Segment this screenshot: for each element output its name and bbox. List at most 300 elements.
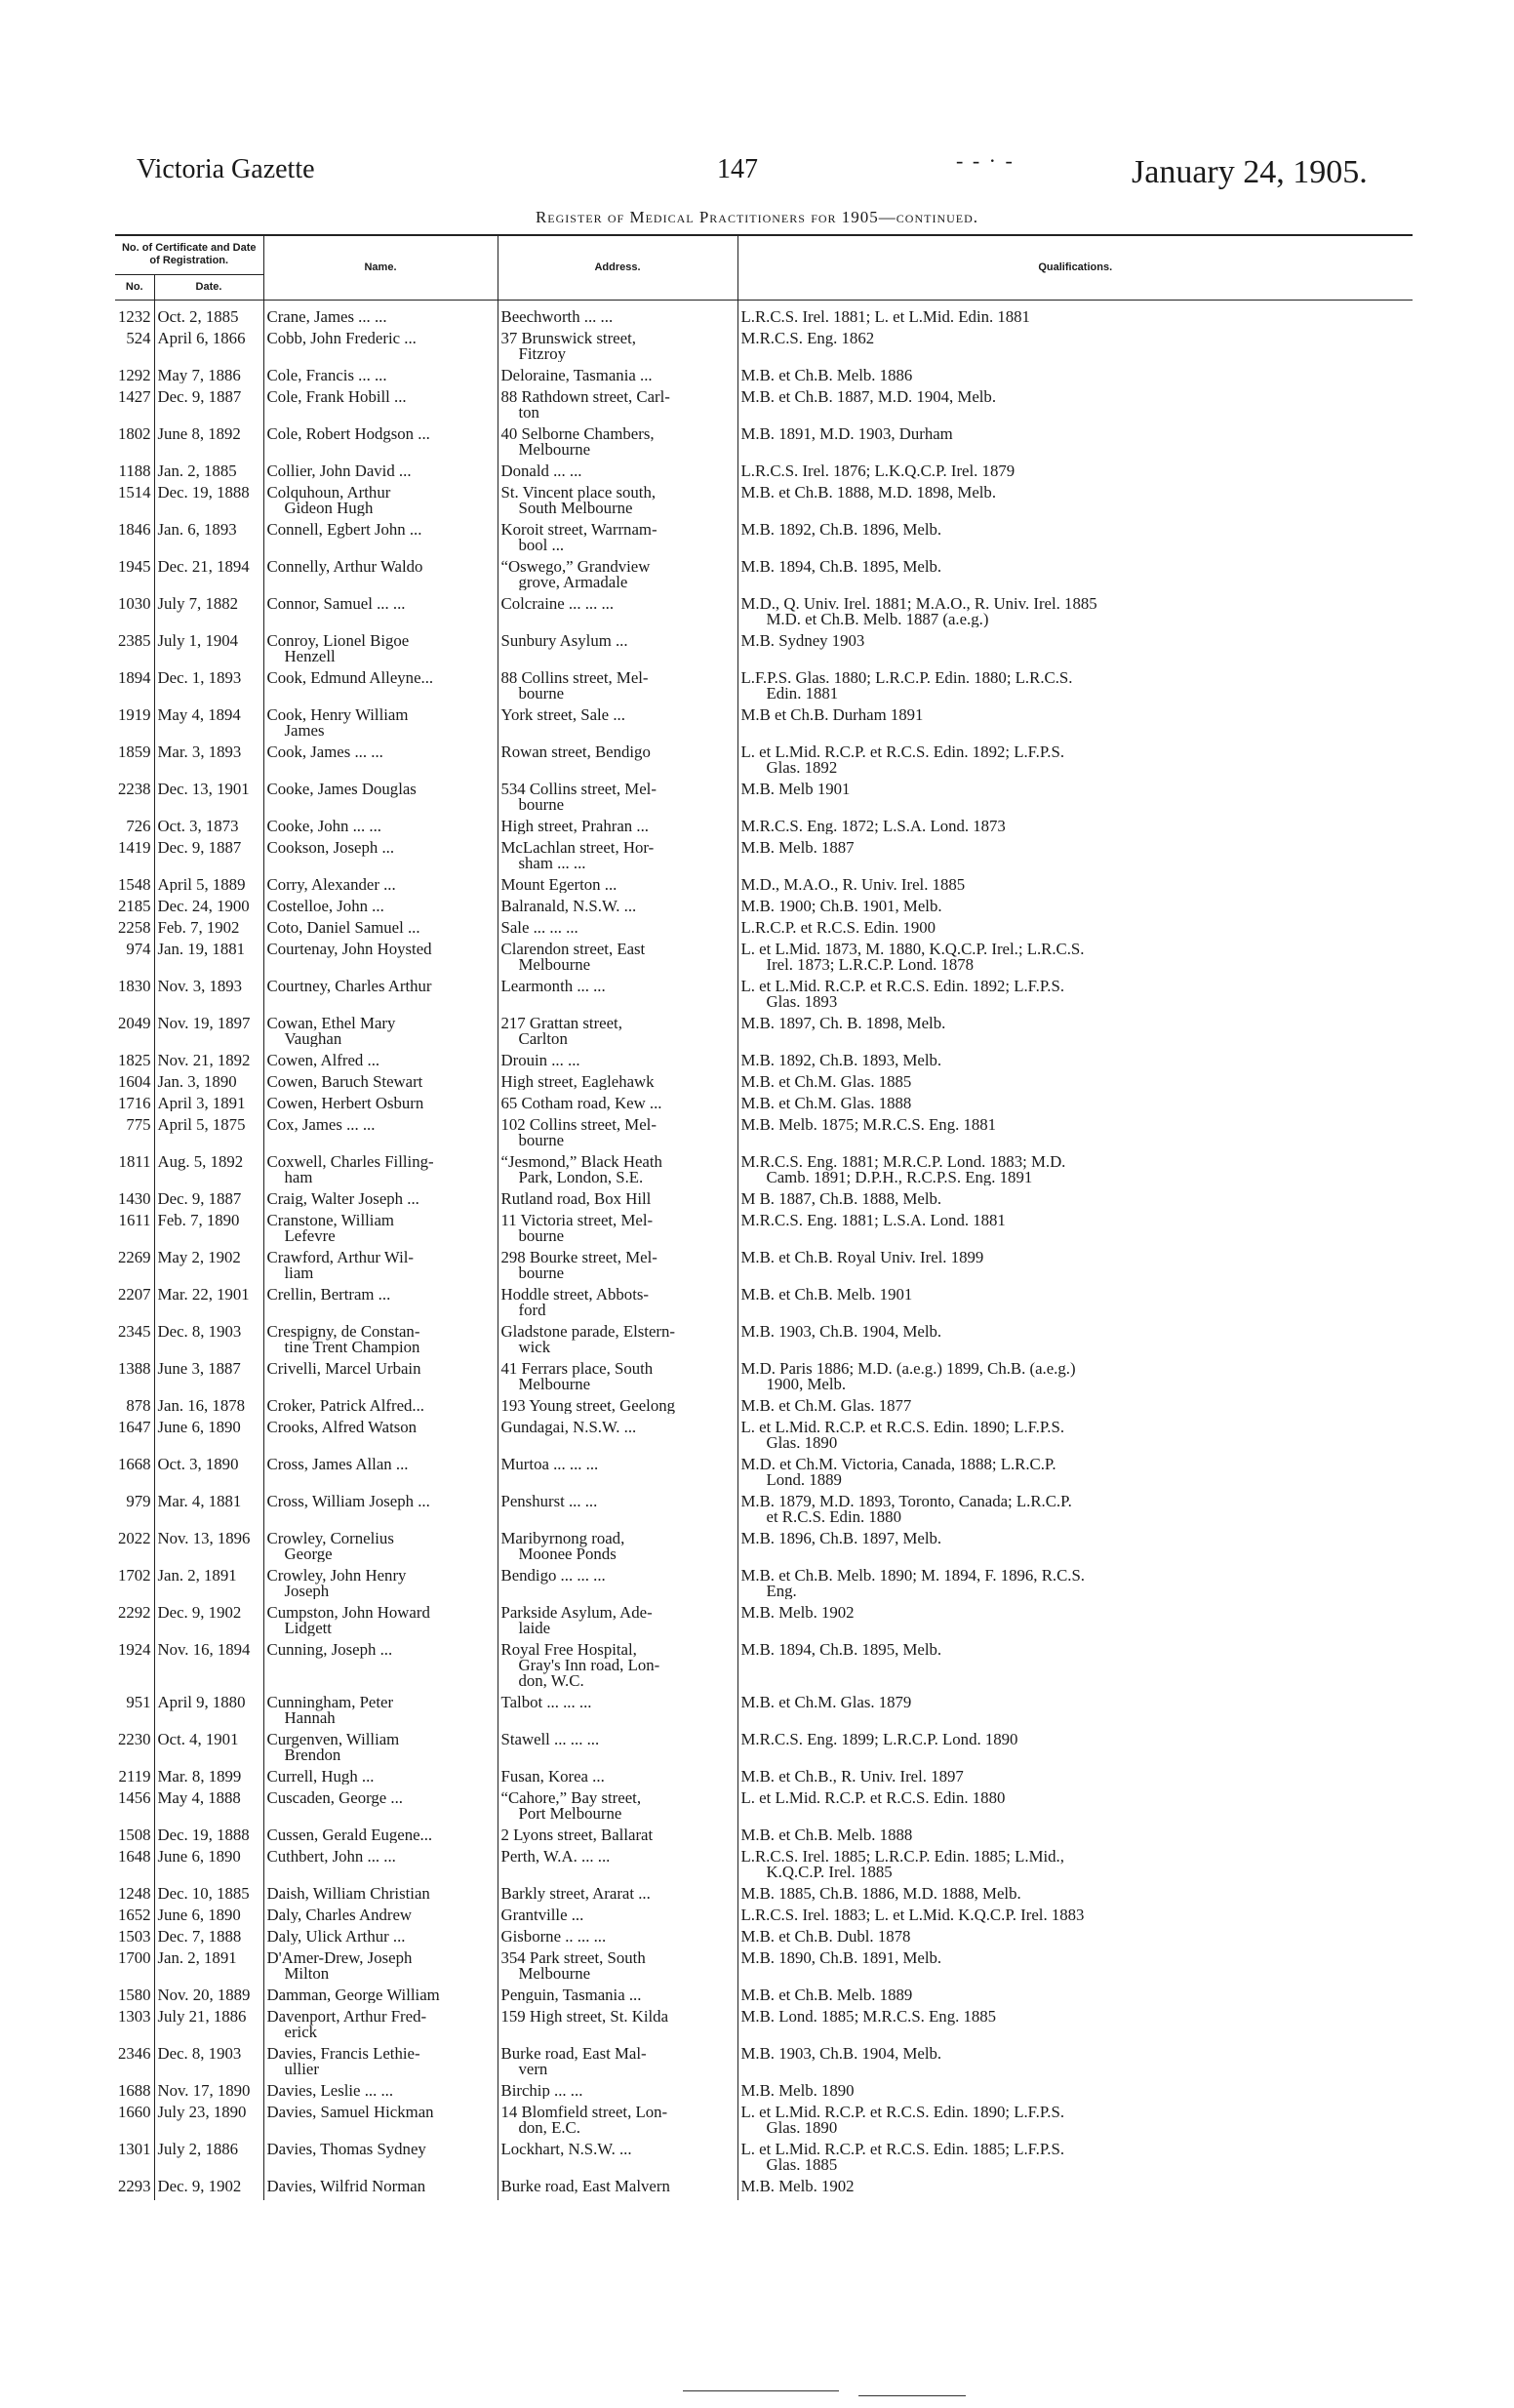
qualifications-line: M.R.C.S. Eng. 1881; L.S.A. Lond. 1881 xyxy=(740,1213,1006,1229)
practitioner-address-line: bourne xyxy=(518,1131,565,1148)
qualifications-line: L.R.C.S. Irel. 1881; L. et L.Mid. Edin. 1881 xyxy=(740,309,1030,325)
practitioner-name-line: erick xyxy=(284,2023,318,2040)
practitioner-address xyxy=(498,1929,737,1945)
certificate-number: 2238 xyxy=(115,782,154,813)
table-row xyxy=(115,1154,1413,1185)
certificate-number: 2346 xyxy=(115,2046,154,2077)
certificate-number: 1419 xyxy=(115,840,154,871)
practitioner-address-line: Carlton xyxy=(518,1029,568,1047)
practitioner-address xyxy=(498,1568,737,1599)
table-row xyxy=(115,1398,1413,1414)
certificate-number: 2185 xyxy=(115,899,154,914)
practitioner-name xyxy=(263,596,498,627)
qualifications-line: L.R.C.S. Irel. 1885; L.R.C.P. Edin. 1885; L.Mid., xyxy=(740,1849,1064,1866)
practitioner-name-line: Daly, Charles Andrew xyxy=(266,1907,413,1923)
practitioner-address-line: Park, London, S.E. xyxy=(518,1168,644,1185)
registration-date: June 6, 1890 xyxy=(154,1849,263,1880)
qualifications xyxy=(737,1016,1413,1047)
certificate-number: 1456 xyxy=(115,1790,154,1822)
practitioner-name xyxy=(263,1154,498,1185)
certificate-number: 1716 xyxy=(115,1096,154,1111)
practitioner-address xyxy=(498,1732,737,1763)
table-row xyxy=(115,389,1413,421)
practitioner-address-line: Drouin ... ... xyxy=(500,1053,580,1068)
table-spacer xyxy=(115,300,1413,309)
table-row xyxy=(115,920,1413,936)
practitioner-address-line: Melbourne xyxy=(518,1375,591,1392)
qualifications xyxy=(737,596,1413,627)
practitioner-address xyxy=(498,331,737,362)
qualifications xyxy=(737,1907,1413,1923)
practitioner-address-line: 159 High street, St. Kilda xyxy=(500,2009,669,2026)
qualifications xyxy=(737,389,1413,421)
qualifications-line: M.B. 1891, M.D. 1903, Durham xyxy=(740,426,953,443)
practitioner-name xyxy=(263,1950,498,1982)
practitioner-name-line: Connelly, Arthur Waldo xyxy=(266,559,423,576)
practitioner-address-line: grove, Armadale xyxy=(518,573,628,590)
practitioner-address-line: Perth, W.A. ... ... xyxy=(500,1849,611,1866)
qualifications-line: M.B. et Ch.B. Melb. 1890; M. 1894, F. 1896, R.C.S. xyxy=(740,1568,1086,1585)
header-mark: - - · - xyxy=(956,148,1015,173)
practitioner-address xyxy=(498,707,737,739)
practitioner-name-line: Gideon Hugh xyxy=(284,499,374,516)
qualifications-line: M.B. et Ch.B. Dubl. 1878 xyxy=(740,1929,911,1945)
name-header: Name. xyxy=(263,235,498,300)
qualifications-line: M.B. 1897, Ch. B. 1898, Melb. xyxy=(740,1016,946,1032)
qualifications-line: Camb. 1891; D.P.H., R.C.P.S. Eng. 1891 xyxy=(766,1168,1033,1185)
certificate-number: 1514 xyxy=(115,485,154,516)
qualifications-line: M.B. Sydney 1903 xyxy=(740,633,865,650)
qualifications-line: L.R.C.S. Irel. 1883; L. et L.Mid. K.Q.C.P. Irel. 1883 xyxy=(740,1907,1085,1923)
practitioner-address xyxy=(498,389,737,421)
registration-date: April 5, 1889 xyxy=(154,877,263,893)
practitioner-address-line: Burke road, East Malvern xyxy=(500,2179,670,2194)
qualifications xyxy=(737,309,1413,325)
certificate-number: 1846 xyxy=(115,522,154,553)
practitioner-name xyxy=(263,1531,498,1562)
qualifications xyxy=(737,331,1413,362)
practitioner-name xyxy=(263,707,498,739)
certificate-number: 1648 xyxy=(115,1849,154,1880)
table-row xyxy=(115,979,1413,1010)
table-row xyxy=(115,1849,1413,1880)
qualifications-line: M.B. et Ch.B. Royal Univ. Irel. 1899 xyxy=(740,1250,984,1266)
practitioner-address-line: Grantville ... xyxy=(500,1907,584,1923)
practitioner-address xyxy=(498,2179,737,2194)
practitioner-name-line: James xyxy=(284,721,325,739)
practitioner-name xyxy=(263,2142,498,2173)
practitioner-address xyxy=(498,819,737,834)
practitioner-name xyxy=(263,1096,498,1111)
practitioner-address-line: South Melbourne xyxy=(518,499,633,516)
registration-date: Jan. 3, 1890 xyxy=(154,1074,263,1090)
practitioner-address xyxy=(498,1642,737,1689)
practitioner-address-line: Gray's Inn road, Lon- xyxy=(518,1656,660,1674)
practitioner-address-line: Lockhart, N.S.W. ... xyxy=(500,2142,632,2158)
practitioner-address-line: Gladstone parade, Elstern- xyxy=(500,1324,675,1341)
practitioner-address xyxy=(498,1769,737,1785)
certificate-number: 2269 xyxy=(115,1250,154,1281)
practitioner-address-line: bool ... xyxy=(518,536,565,553)
qualifications xyxy=(737,1987,1413,2003)
practitioner-name xyxy=(263,1907,498,1923)
practitioner-address-line: McLachlan street, Hor- xyxy=(500,840,655,857)
certificate-number: 1894 xyxy=(115,670,154,702)
practitioner-address-line: 11 Victoria street, Mel- xyxy=(500,1213,654,1229)
qualifications xyxy=(737,426,1413,458)
qualifications xyxy=(737,979,1413,1010)
qualifications-line: M.B. et Ch.B. Melb. 1888 xyxy=(740,1827,913,1843)
registration-date: April 5, 1875 xyxy=(154,1117,263,1148)
registration-date: Nov. 13, 1896 xyxy=(154,1531,263,1562)
qualifications-line: M.B. Lond. 1885; M.R.C.S. Eng. 1885 xyxy=(740,2009,997,2026)
table-row xyxy=(115,877,1413,893)
practitioner-address-line: Rutland road, Box Hill xyxy=(500,1191,652,1207)
qualifications-line: L. et L.Mid. R.C.P. et R.C.S. Edin. 1880 xyxy=(740,1790,1006,1807)
practitioner-address xyxy=(498,1250,737,1281)
practitioner-address xyxy=(498,559,737,590)
qualifications-line: M.B. Melb. 1902 xyxy=(740,1605,855,1622)
table-row xyxy=(115,744,1413,776)
practitioner-name xyxy=(263,782,498,813)
table-row xyxy=(115,1886,1413,1902)
no-header: No. xyxy=(115,274,154,300)
practitioner-address-line: 88 Collins street, Mel- xyxy=(500,670,649,687)
practitioner-name-line: Cross, William Joseph ... xyxy=(266,1494,430,1510)
practitioner-address-line: Birchip ... ... xyxy=(500,2083,583,2099)
registration-date: Mar. 22, 1901 xyxy=(154,1287,263,1318)
practitioner-name xyxy=(263,1191,498,1207)
certificate-number: 1924 xyxy=(115,1642,154,1689)
registration-date: Oct. 2, 1885 xyxy=(154,309,263,325)
qualifications xyxy=(737,707,1413,739)
practitioner-name xyxy=(263,819,498,834)
table-row xyxy=(115,1790,1413,1822)
practitioner-address xyxy=(498,920,737,936)
table-row xyxy=(115,1605,1413,1636)
qualifications-line: M.B. 1892, Ch.B. 1893, Melb. xyxy=(740,1053,942,1068)
practitioner-name xyxy=(263,1016,498,1047)
qualifications xyxy=(737,1361,1413,1392)
qualifications-line: M.B. 1900; Ch.B. 1901, Melb. xyxy=(740,899,942,914)
certificate-number: 2293 xyxy=(115,2179,154,2194)
practitioner-address xyxy=(498,2046,737,2077)
practitioner-name-line: Crivelli, Marcel Urbain xyxy=(266,1361,421,1378)
qualifications xyxy=(737,485,1413,516)
practitioner-address-line: 193 Young street, Geelong xyxy=(500,1398,676,1414)
qualifications-line: et R.C.S. Edin. 1880 xyxy=(766,1507,901,1525)
practitioner-address-line: bourne xyxy=(518,684,565,702)
practitioner-address-line: 37 Brunswick street, xyxy=(500,331,636,347)
qualifications-header: Qualifications. xyxy=(737,235,1413,300)
registration-date: July 21, 1886 xyxy=(154,2009,263,2040)
qualifications-line: M.B. et Ch.B. Melb. 1901 xyxy=(740,1287,913,1304)
qualifications xyxy=(737,782,1413,813)
practitioner-name-line: Davenport, Arthur Fred- xyxy=(266,2009,427,2026)
practitioner-address-line: Murtoa ... ... ... xyxy=(500,1457,599,1473)
table-row xyxy=(115,1568,1413,1599)
practitioner-address-line: 102 Collins street, Mel- xyxy=(500,1117,657,1134)
qualifications-line: M.B. 1892, Ch.B. 1896, Melb. xyxy=(740,522,942,539)
practitioner-address-line: Port Melbourne xyxy=(518,1804,622,1822)
practitioner-name xyxy=(263,877,498,893)
practitioner-name xyxy=(263,1420,498,1451)
practitioner-name xyxy=(263,1695,498,1726)
practitioner-address-line: Barkly street, Ararat ... xyxy=(500,1886,651,1902)
practitioner-address xyxy=(498,485,737,516)
practitioner-address-line: 217 Grattan street, xyxy=(500,1016,622,1032)
qualifications xyxy=(737,1398,1413,1414)
certificate-number: 1702 xyxy=(115,1568,154,1599)
table-row xyxy=(115,1769,1413,1785)
registration-date: July 7, 1882 xyxy=(154,596,263,627)
practitioner-name xyxy=(263,1769,498,1785)
practitioner-name-line: Vaughan xyxy=(284,1029,342,1047)
register-title: Register of Medical Practitioners for 1905—continued. xyxy=(535,208,979,226)
certificate-header: No. of Certificate and Date of Registration. xyxy=(115,235,263,274)
certificate-number: 1388 xyxy=(115,1361,154,1392)
table-row xyxy=(115,1324,1413,1355)
practitioner-name-line: Cox, James ... ... xyxy=(266,1117,376,1134)
practitioner-address xyxy=(498,2009,737,2040)
qualifications-line: M.B. et Ch.M. Glas. 1885 xyxy=(740,1074,912,1090)
practitioner-address-line: 14 Blomfield street, Lon- xyxy=(500,2105,668,2121)
table-row xyxy=(115,309,1413,325)
qualifications xyxy=(737,1096,1413,1111)
certificate-number: 951 xyxy=(115,1695,154,1726)
practitioner-address xyxy=(498,1827,737,1843)
registration-date: Dec. 19, 1888 xyxy=(154,1827,263,1843)
qualifications-line: M.B. et Ch.M. Glas. 1877 xyxy=(740,1398,912,1414)
practitioner-name xyxy=(263,920,498,936)
qualifications xyxy=(737,1642,1413,1689)
practitioner-address-line: Maribyrnong road, xyxy=(500,1531,625,1547)
practitioner-name xyxy=(263,1361,498,1392)
qualifications xyxy=(737,1769,1413,1785)
practitioner-address-line: Sunbury Asylum ... xyxy=(500,633,628,650)
qualifications xyxy=(737,522,1413,553)
certificate-number: 726 xyxy=(115,819,154,834)
table-row xyxy=(115,1929,1413,1945)
qualifications xyxy=(737,463,1413,479)
practitioner-name xyxy=(263,309,498,325)
registration-date: Jan. 2, 1891 xyxy=(154,1568,263,1599)
certificate-number: 2258 xyxy=(115,920,154,936)
practitioner-address xyxy=(498,899,737,914)
practitioner-address xyxy=(498,1361,737,1392)
practitioner-address xyxy=(498,670,737,702)
practitioner-name xyxy=(263,331,498,362)
practitioner-name xyxy=(263,1732,498,1763)
qualifications-line: M.B. Melb. 1887 xyxy=(740,840,855,857)
qualifications-line: M.B. 1903, Ch.B. 1904, Melb. xyxy=(740,1324,942,1341)
practitioner-name-line: Davies, Leslie ... ... xyxy=(266,2083,394,2099)
table-row xyxy=(115,1096,1413,1111)
practitioner-name-line: Cowen, Herbert Osburn xyxy=(266,1096,424,1111)
registration-date: Nov. 16, 1894 xyxy=(154,1642,263,1689)
table-row xyxy=(115,2105,1413,2136)
qualifications-line: L. et L.Mid. R.C.P. et R.C.S. Edin. 1892; L.F.P.S. xyxy=(740,979,1065,995)
practitioner-address-line: 534 Collins street, Mel- xyxy=(500,782,657,798)
certificate-number: 1430 xyxy=(115,1191,154,1207)
practitioner-name-line: Crowley, Cornelius xyxy=(266,1531,394,1547)
certificate-number: 2345 xyxy=(115,1324,154,1355)
qualifications-line: M.B. et Ch.B., R. Univ. Irel. 1897 xyxy=(740,1769,964,1785)
practitioner-name xyxy=(263,1074,498,1090)
practitioner-name-line: Cowan, Ethel Mary xyxy=(266,1016,396,1032)
qualifications-line: M.R.C.S. Eng. 1881; M.R.C.P. Lond. 1883; M.D. xyxy=(740,1154,1066,1171)
practitioner-address-line: Bendigo ... ... ... xyxy=(500,1568,606,1585)
table-row xyxy=(115,670,1413,702)
table-row xyxy=(115,2142,1413,2173)
practitioner-name-line: D'Amer-Drew, Joseph xyxy=(266,1950,413,1967)
practitioner-address-line: Stawell ... ... ... xyxy=(500,1732,600,1748)
qualifications-line: M.B. 1894, Ch.B. 1895, Melb. xyxy=(740,559,942,576)
practitioner-name xyxy=(263,840,498,871)
qualifications xyxy=(737,1950,1413,1982)
certificate-number: 1811 xyxy=(115,1154,154,1185)
registration-date: May 4, 1894 xyxy=(154,707,263,739)
table-row xyxy=(115,1250,1413,1281)
registration-date: June 6, 1890 xyxy=(154,1907,263,1923)
qualifications-line: L. et L.Mid. R.C.P. et R.C.S. Edin. 1892; L.F.P.S. xyxy=(740,744,1065,761)
practitioner-address xyxy=(498,1886,737,1902)
practitioner-name xyxy=(263,1642,498,1689)
qualifications-line: Glas. 1890 xyxy=(766,2118,838,2136)
practitioner-name-line: Joseph xyxy=(284,1582,330,1599)
table-row xyxy=(115,463,1413,479)
practitioner-address-line: wick xyxy=(518,1338,551,1355)
practitioner-address-line: Hoddle street, Abbots- xyxy=(500,1287,649,1304)
practitioner-address-line: don, E.C. xyxy=(518,2118,580,2136)
qualifications xyxy=(737,744,1413,776)
practitioner-name-line: Collier, John David ... xyxy=(266,463,412,479)
qualifications-line: L.R.C.S. Irel. 1876; L.K.Q.C.P. Irel. 1879 xyxy=(740,463,1016,479)
practitioner-address-line: 65 Cotham road, Kew ... xyxy=(500,1096,662,1111)
practitioner-name-line: Croker, Patrick Alfred... xyxy=(266,1398,425,1414)
practitioner-address xyxy=(498,2105,737,2136)
practitioner-name-line: Cross, James Allan ... xyxy=(266,1457,409,1473)
practitioner-name-line: Currell, Hugh ... xyxy=(266,1769,375,1785)
certificate-number: 1919 xyxy=(115,707,154,739)
practitioner-address-line: High street, Prahran ... xyxy=(500,819,649,834)
practitioner-address-line: sham ... ... xyxy=(518,854,586,871)
qualifications xyxy=(737,2046,1413,2077)
register-table xyxy=(115,234,1413,2200)
qualifications-line: M.B. 1896, Ch.B. 1897, Melb. xyxy=(740,1531,942,1547)
table-row xyxy=(115,485,1413,516)
registration-date: Dec. 13, 1901 xyxy=(154,782,263,813)
certificate-number: 1652 xyxy=(115,1907,154,1923)
qualifications-line: M.D., Q. Univ. Irel. 1881; M.A.O., R. Univ. Irel. 1885 xyxy=(740,596,1097,613)
qualifications-line: M.B. Melb. 1890 xyxy=(740,2083,855,2099)
practitioner-address-line: bourne xyxy=(518,795,565,813)
practitioner-address-line: bourne xyxy=(518,1226,565,1244)
qualifications-line: Lond. 1889 xyxy=(766,1470,842,1488)
practitioner-name xyxy=(263,1053,498,1068)
qualifications xyxy=(737,1886,1413,1902)
qualifications-line: M.D., M.A.O., R. Univ. Irel. 1885 xyxy=(740,877,966,893)
qualifications-line: Glas. 1892 xyxy=(766,758,838,776)
registration-date: Jan. 2, 1891 xyxy=(154,1950,263,1982)
table-row xyxy=(115,1420,1413,1451)
practitioner-address-line: Penguin, Tasmania ... xyxy=(500,1987,642,2003)
practitioner-address xyxy=(498,1494,737,1525)
certificate-number: 1660 xyxy=(115,2105,154,2136)
practitioner-address xyxy=(498,744,737,776)
practitioner-address xyxy=(498,1907,737,1923)
qualifications xyxy=(737,942,1413,973)
date-header: Date. xyxy=(154,274,263,300)
practitioner-name xyxy=(263,979,498,1010)
practitioner-address xyxy=(498,877,737,893)
practitioner-address xyxy=(498,596,737,627)
practitioner-name-line: Conroy, Lionel Bigoe xyxy=(266,633,410,650)
practitioner-name-line: Lefevre xyxy=(284,1226,336,1244)
practitioner-name xyxy=(263,1398,498,1414)
qualifications-line: M.B. 1879, M.D. 1893, Toronto, Canada; L.R.C.P. xyxy=(740,1494,1072,1510)
table-row xyxy=(115,782,1413,813)
practitioner-name-line: Cunningham, Peter xyxy=(266,1695,394,1711)
qualifications xyxy=(737,1827,1413,1843)
practitioner-address-line: Sale ... ... ... xyxy=(500,920,578,936)
table-row xyxy=(115,707,1413,739)
practitioner-name-line: Cranstone, William xyxy=(266,1213,394,1229)
practitioner-name xyxy=(263,368,498,383)
practitioner-address-line: 88 Rathdown street, Carl- xyxy=(500,389,670,406)
practitioner-name xyxy=(263,2179,498,2194)
practitioner-address-line: Mount Egerton ... xyxy=(500,877,618,893)
practitioner-name xyxy=(263,1494,498,1525)
practitioner-address xyxy=(498,979,737,1010)
qualifications xyxy=(737,1568,1413,1599)
practitioner-address xyxy=(498,1531,737,1562)
registration-date: Dec. 1, 1893 xyxy=(154,670,263,702)
qualifications-line: 1900, Melb. xyxy=(766,1375,847,1392)
table-row xyxy=(115,559,1413,590)
practitioner-name-line: Damman, George William xyxy=(266,1987,440,2003)
practitioner-name-line: Daly, Ulick Arthur ... xyxy=(266,1929,406,1945)
page-number: 147 xyxy=(717,154,758,184)
practitioner-name-line: Crooks, Alfred Watson xyxy=(266,1420,418,1436)
qualifications-line: M.B. 1885, Ch.B. 1886, M.D. 1888, Melb. xyxy=(740,1886,1021,1902)
practitioner-address-line: Fitzroy xyxy=(518,344,566,362)
practitioner-name-line: Davies, Wilfrid Norman xyxy=(266,2179,426,2194)
practitioner-address-line: York street, Sale ... xyxy=(500,707,625,724)
registration-date: June 8, 1892 xyxy=(154,426,263,458)
qualifications xyxy=(737,1324,1413,1355)
certificate-number: 775 xyxy=(115,1117,154,1148)
qualifications-line: M.B. et Ch.B. 1887, M.D. 1904, Melb. xyxy=(740,389,997,406)
practitioner-address-line: 354 Park street, South xyxy=(500,1950,646,1967)
practitioner-address xyxy=(498,633,737,664)
registration-date: July 1, 1904 xyxy=(154,633,263,664)
certificate-number: 1248 xyxy=(115,1886,154,1902)
practitioner-address-line: “Cahore,” Bay street, xyxy=(500,1790,642,1807)
certificate-number: 1188 xyxy=(115,463,154,479)
practitioner-name-line: Courtenay, John Hoysted xyxy=(266,942,432,958)
certificate-number: 1303 xyxy=(115,2009,154,2040)
practitioner-name-line: Daish, William Christian xyxy=(266,1886,430,1902)
certificate-number: 1830 xyxy=(115,979,154,1010)
practitioner-address-line: Melbourne xyxy=(518,1964,591,1982)
practitioner-name xyxy=(263,1886,498,1902)
certificate-number: 1825 xyxy=(115,1053,154,1068)
practitioner-name xyxy=(263,1987,498,2003)
qualifications xyxy=(737,1695,1413,1726)
qualifications-line: L.F.P.S. Glas. 1880; L.R.C.P. Edin. 1880; L.R.C.S. xyxy=(740,670,1073,687)
qualifications-line: M.R.C.S. Eng. 1862 xyxy=(740,331,875,347)
